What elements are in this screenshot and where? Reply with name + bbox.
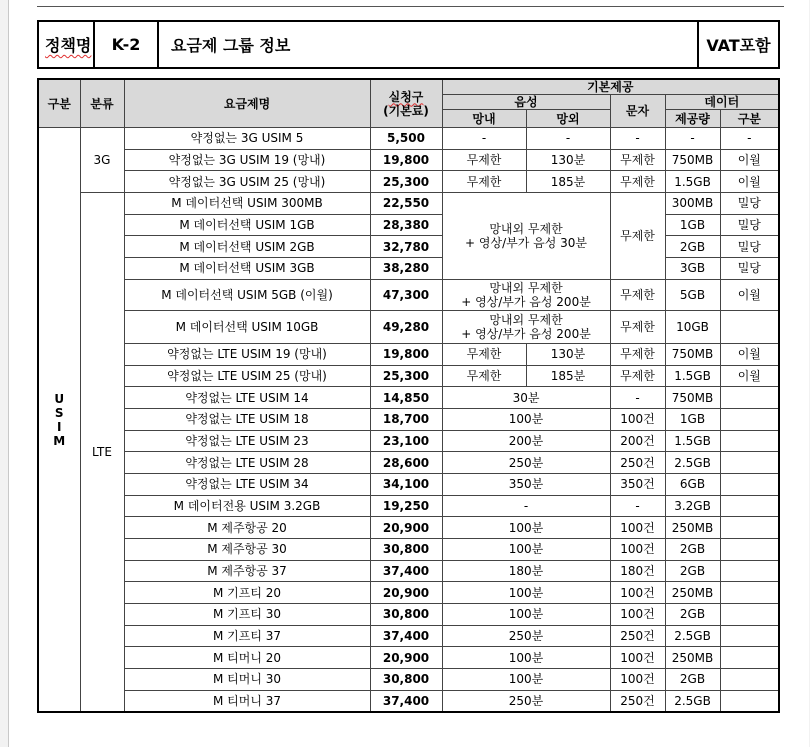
data-type: 이월	[720, 365, 779, 387]
data-type: 이월	[720, 149, 779, 171]
text-amount: 무제한	[610, 343, 665, 365]
col-off-net: 망외	[526, 110, 610, 128]
group-3g: 3G	[80, 128, 124, 193]
text-amount: 100건	[610, 408, 665, 430]
text-amount: -	[610, 495, 665, 517]
plan-price: 30,800	[370, 669, 442, 691]
col-data-type: 구분	[720, 110, 779, 128]
table-row	[38, 128, 779, 150]
data-amount: 2GB	[665, 236, 720, 258]
data-type: 이월	[720, 171, 779, 193]
data-type	[720, 560, 779, 582]
plan-price: 32,780	[370, 236, 442, 258]
policy-label: 정책명	[38, 21, 94, 68]
voice-amount: 100분	[442, 408, 610, 430]
data-type: 밀당	[720, 258, 779, 280]
voice-amount: 250분	[442, 625, 610, 647]
plan-name: M 기프티 30	[124, 604, 370, 626]
plan-price: 18,700	[370, 408, 442, 430]
text-amount: 무제한	[610, 279, 665, 310]
data-type	[720, 495, 779, 517]
voice-off-net: 130분	[526, 149, 610, 171]
plan-price: 30,800	[370, 604, 442, 626]
plan-price: 5,500	[370, 128, 442, 150]
table-row	[38, 495, 779, 517]
plan-name: M 기프티 20	[124, 582, 370, 604]
plan-price: 47,300	[370, 279, 442, 310]
table-row	[38, 258, 779, 280]
policy-title: 요금제 그룹 정보	[158, 21, 698, 68]
plan-name: M 데이터전용 USIM 3.2GB	[124, 495, 370, 517]
data-amount: 3.2GB	[665, 495, 720, 517]
plan-price: 49,280	[370, 310, 442, 343]
voice-off-net: 130분	[526, 343, 610, 365]
table-row	[38, 582, 779, 604]
plan-name: M 티머니 37	[124, 690, 370, 712]
policy-header	[37, 20, 780, 69]
data-type: 이월	[720, 279, 779, 310]
top-rule	[37, 6, 784, 7]
data-amount: 300MB	[665, 193, 720, 215]
voice-off-net: 185분	[526, 171, 610, 193]
text-amount: 100건	[610, 539, 665, 561]
data-amount: 750MB	[665, 343, 720, 365]
voice-amount: 250분	[442, 452, 610, 474]
data-type	[720, 452, 779, 474]
data-amount: 750MB	[665, 149, 720, 171]
voice-amount: 100분	[442, 647, 610, 669]
plan-name: 약정없는 LTE USIM 28	[124, 452, 370, 474]
plan-price: 28,380	[370, 214, 442, 236]
plan-price: 25,300	[370, 365, 442, 387]
voice-amount: 250분	[442, 690, 610, 712]
voice-off-net: -	[526, 128, 610, 150]
actual-charge-line2: (기본료)	[383, 103, 429, 118]
plan-name: M 데이터선택 USIM 1GB	[124, 214, 370, 236]
plan-price: 38,280	[370, 258, 442, 280]
text-amount: 200건	[610, 430, 665, 452]
text-amount: 무제한	[610, 365, 665, 387]
voice-on-net: -	[442, 128, 526, 150]
table-row	[38, 604, 779, 626]
table-row	[38, 560, 779, 582]
data-type	[720, 310, 779, 343]
table-row	[38, 452, 779, 474]
data-amount: 1.5GB	[665, 430, 720, 452]
data-amount: 250MB	[665, 517, 720, 539]
col-plan-name: 요금제명	[124, 79, 370, 128]
plan-name: M 기프티 37	[124, 625, 370, 647]
voice-amount: 200분	[442, 430, 610, 452]
voice-on-net: 무제한	[442, 149, 526, 171]
plan-price: 19,800	[370, 343, 442, 365]
table-row	[38, 430, 779, 452]
voice-on-net: 무제한	[442, 171, 526, 193]
data-amount: 3GB	[665, 258, 720, 280]
plan-name: M 티머니 30	[124, 669, 370, 691]
plan-price: 20,900	[370, 582, 442, 604]
voice-amount: -	[442, 495, 610, 517]
data-type	[720, 625, 779, 647]
table-row	[38, 214, 779, 236]
table-row	[38, 408, 779, 430]
col-actual-charge	[370, 79, 442, 128]
plan-price: 28,600	[370, 452, 442, 474]
plan-name: 약정없는 LTE USIM 34	[124, 473, 370, 495]
plan-name: 약정없는 LTE USIM 18	[124, 408, 370, 430]
data-amount: 1GB	[665, 214, 720, 236]
text-amount: 100건	[610, 582, 665, 604]
voice-merged-5gb: 망내외 무제한 + 영상/부가 음성 200분	[442, 279, 610, 310]
data-amount: 6GB	[665, 473, 720, 495]
voice-amount: 100분	[442, 604, 610, 626]
table-row	[38, 647, 779, 669]
group-usim: U S I M	[38, 128, 80, 713]
plan-name: M 데이터선택 USIM 10GB	[124, 310, 370, 343]
actual-charge-line1: 실청구	[388, 89, 424, 104]
data-type: -	[720, 128, 779, 150]
voice-amount: 180분	[442, 560, 610, 582]
table-row	[38, 669, 779, 691]
col-data: 데이터	[665, 95, 779, 110]
data-type: 밀당	[720, 236, 779, 258]
plan-price: 34,100	[370, 473, 442, 495]
plan-price: 22,550	[370, 193, 442, 215]
text-merged-data-select: 무제한	[610, 193, 665, 280]
plan-price: 37,400	[370, 625, 442, 647]
plan-price: 19,250	[370, 495, 442, 517]
plan-name: 약정없는 LTE USIM 14	[124, 387, 370, 409]
data-amount: 250MB	[665, 647, 720, 669]
col-basic-provision: 기본제공	[442, 79, 779, 95]
table-row	[38, 343, 779, 365]
text-amount: -	[610, 128, 665, 150]
plan-name: 약정없는 LTE USIM 25 (망내)	[124, 365, 370, 387]
table-row	[38, 517, 779, 539]
data-amount: 2GB	[665, 669, 720, 691]
data-type: 밀당	[720, 193, 779, 215]
data-amount: 2GB	[665, 539, 720, 561]
data-type	[720, 408, 779, 430]
plan-table	[37, 78, 780, 713]
table-row	[38, 365, 779, 387]
data-amount: 1GB	[665, 408, 720, 430]
col-division: 구분	[38, 79, 80, 128]
voice-merged-data-select: 망내외 무제한 + 영상/부가 음성 30분	[442, 193, 610, 280]
table-row	[38, 625, 779, 647]
plan-name: M 데이터선택 USIM 300MB	[124, 193, 370, 215]
data-type	[720, 690, 779, 712]
plan-price: 30,800	[370, 539, 442, 561]
data-type	[720, 387, 779, 409]
plan-price: 19,800	[370, 149, 442, 171]
plan-name: 약정없는 LTE USIM 19 (망내)	[124, 343, 370, 365]
col-data-amount: 제공량	[665, 110, 720, 128]
text-amount: 무제한	[610, 310, 665, 343]
plan-price: 20,900	[370, 517, 442, 539]
table-row	[38, 236, 779, 258]
col-voice: 음성	[442, 95, 610, 110]
plan-name: M 제주항공 37	[124, 560, 370, 582]
plan-name: 약정없는 3G USIM 25 (망내)	[124, 171, 370, 193]
table-header	[38, 79, 779, 128]
text-amount: 무제한	[610, 171, 665, 193]
voice-off-net: 185분	[526, 365, 610, 387]
plan-name: M 티머니 20	[124, 647, 370, 669]
vat-label: VAT포함	[698, 21, 779, 68]
col-category: 분류	[80, 79, 124, 128]
plan-name: M 데이터선택 USIM 3GB	[124, 258, 370, 280]
table-row	[38, 149, 779, 171]
plan-price: 23,100	[370, 430, 442, 452]
plan-price: 25,300	[370, 171, 442, 193]
data-amount: -	[665, 128, 720, 150]
plan-name: 약정없는 3G USIM 5	[124, 128, 370, 150]
data-type: 밀당	[720, 214, 779, 236]
voice-amount: 100분	[442, 517, 610, 539]
data-amount: 2.5GB	[665, 452, 720, 474]
data-type	[720, 604, 779, 626]
data-amount: 2.5GB	[665, 625, 720, 647]
text-amount: 100건	[610, 517, 665, 539]
plan-name: M 제주항공 20	[124, 517, 370, 539]
table-row	[38, 473, 779, 495]
plan-name: 약정없는 3G USIM 19 (망내)	[124, 149, 370, 171]
plan-name: 약정없는 LTE USIM 23	[124, 430, 370, 452]
data-type	[720, 669, 779, 691]
plan-price: 37,400	[370, 560, 442, 582]
table-row	[38, 387, 779, 409]
text-amount: 100건	[610, 647, 665, 669]
plan-name: M 제주항공 30	[124, 539, 370, 561]
data-amount: 2GB	[665, 604, 720, 626]
text-amount: 무제한	[610, 149, 665, 171]
plan-price: 14,850	[370, 387, 442, 409]
data-amount: 5GB	[665, 279, 720, 310]
data-type	[720, 647, 779, 669]
text-amount: 250건	[610, 452, 665, 474]
table-row	[38, 171, 779, 193]
document-page	[8, 0, 809, 747]
text-amount: 180건	[610, 560, 665, 582]
voice-amount: 100분	[442, 669, 610, 691]
text-amount: 100건	[610, 604, 665, 626]
data-type	[720, 539, 779, 561]
table-row	[38, 193, 779, 215]
data-type	[720, 473, 779, 495]
data-type	[720, 430, 779, 452]
plan-price: 37,400	[370, 690, 442, 712]
voice-on-net: 무제한	[442, 365, 526, 387]
data-amount: 750MB	[665, 387, 720, 409]
voice-amount: 30분	[442, 387, 610, 409]
voice-on-net: 무제한	[442, 343, 526, 365]
text-amount: 250건	[610, 625, 665, 647]
data-amount: 2GB	[665, 560, 720, 582]
data-type	[720, 582, 779, 604]
col-on-net: 망내	[442, 110, 526, 128]
table-row	[38, 539, 779, 561]
voice-amount: 100분	[442, 582, 610, 604]
plan-name: M 데이터선택 USIM 5GB (이월)	[124, 279, 370, 310]
group-lte: LTE	[80, 193, 124, 712]
data-amount: 2.5GB	[665, 690, 720, 712]
col-text: 문자	[610, 95, 665, 128]
text-amount: 250건	[610, 690, 665, 712]
text-amount: 100건	[610, 669, 665, 691]
plan-price: 20,900	[370, 647, 442, 669]
data-type: 이월	[720, 343, 779, 365]
text-amount: 350건	[610, 473, 665, 495]
plan-name: M 데이터선택 USIM 2GB	[124, 236, 370, 258]
voice-merged-10gb: 망내외 무제한 + 영상/부가 음성 200분	[442, 310, 610, 343]
voice-amount: 100분	[442, 539, 610, 561]
policy-code: K-2	[94, 21, 158, 68]
table-row	[38, 690, 779, 712]
table-row	[38, 310, 779, 343]
voice-amount: 350분	[442, 473, 610, 495]
data-amount: 1.5GB	[665, 171, 720, 193]
data-amount: 1.5GB	[665, 365, 720, 387]
table-row	[38, 279, 779, 310]
data-amount: 250MB	[665, 582, 720, 604]
text-amount: -	[610, 387, 665, 409]
data-amount: 10GB	[665, 310, 720, 343]
data-type	[720, 517, 779, 539]
